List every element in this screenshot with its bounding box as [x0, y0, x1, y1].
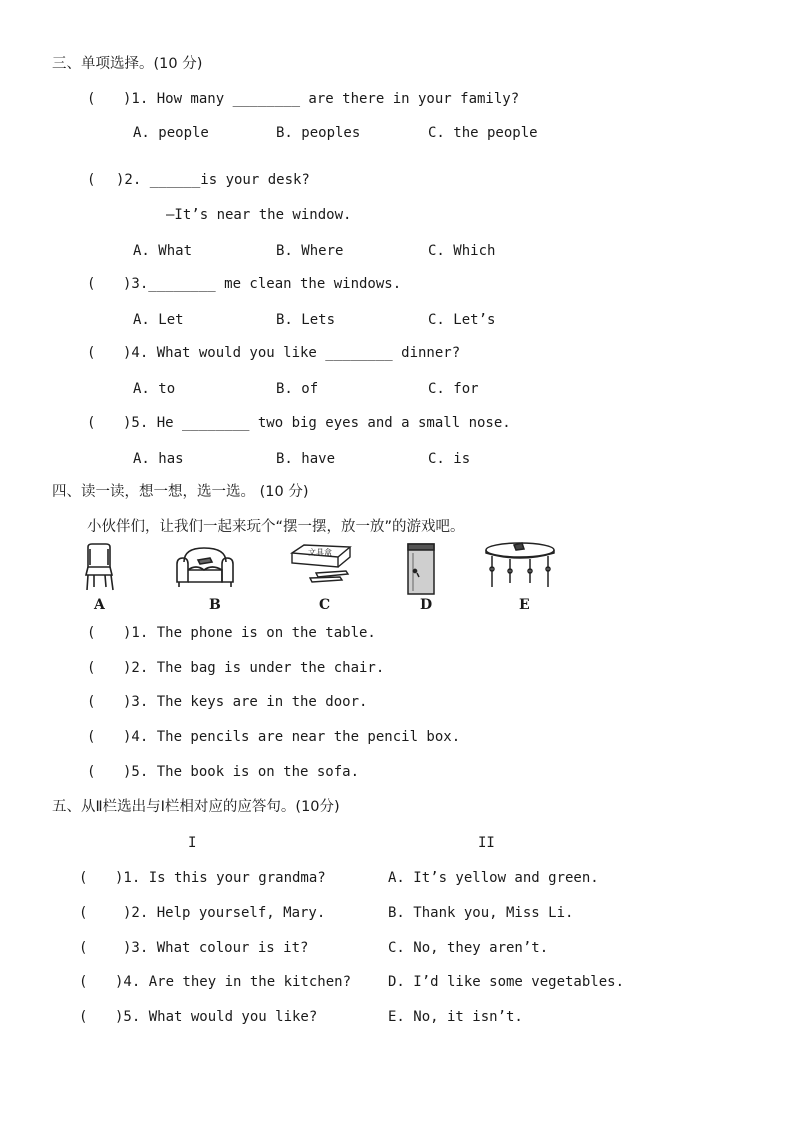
option-c: C. is [428, 451, 471, 467]
option-a: A. has [133, 451, 184, 467]
option-c: C. Let’s [428, 312, 496, 328]
statement: )2. The bag is under the chair. [123, 660, 385, 676]
answer-bracket[interactable]: ( [79, 940, 88, 956]
answer-bracket[interactable]: ( [87, 172, 96, 188]
door-icon [406, 543, 436, 595]
question-reply: —It’s near the window. [166, 207, 352, 223]
prompt-item: )1. Is this your grandma? [115, 870, 326, 886]
section5-heading: 五、从Ⅱ栏选出与Ⅰ栏相对应的应答句。(10分) [52, 799, 340, 815]
option-c: C. the people [428, 125, 538, 141]
response-item: A. It’s yellow and green. [388, 870, 599, 886]
prompt-item: )4. Are they in the kitchen? [115, 974, 352, 990]
column-header-i: I [188, 835, 197, 851]
answer-bracket[interactable]: ( [87, 91, 96, 107]
prompt-item: )5. What would you like? [115, 1009, 318, 1025]
picture-label: A [94, 597, 105, 613]
option-c: C. Which [428, 243, 496, 259]
response-item: C. No, they aren’t. [388, 940, 549, 956]
option-b: B. have [276, 451, 336, 467]
chair-icon [82, 543, 118, 593]
statement: )3. The keys are in the door. [123, 694, 368, 710]
section3-heading: 三、单项选择。(10 分) [52, 56, 203, 72]
option-a: A. to [133, 381, 176, 397]
prompt-item: )2. Help yourself, Mary. [123, 905, 326, 921]
option-a: A. people [133, 125, 209, 141]
answer-bracket[interactable]: ( [87, 729, 96, 745]
prompt-item: )3. What colour is it? [123, 940, 309, 956]
response-item: E. No, it isn’t. [388, 1009, 523, 1025]
response-item: B. Thank you, Miss Li. [388, 905, 574, 921]
pencil-box-text: 文具盒 [308, 548, 332, 557]
option-a: A. Let [133, 312, 184, 328]
question-stem: )1. How many ________ are there in your family? [123, 91, 520, 107]
statement: )4. The pencils are near the pencil box. [123, 729, 461, 745]
picture-label: C [319, 597, 331, 613]
sofa-icon [174, 544, 236, 590]
answer-bracket[interactable]: ( [87, 415, 96, 431]
picture-label: E [519, 597, 530, 613]
statement: )1. The phone is on the table. [123, 625, 376, 641]
question-stem: )3.________ me clean the windows. [123, 276, 402, 292]
answer-bracket[interactable]: ( [79, 974, 88, 990]
option-a: A. What [133, 243, 193, 259]
option-b: B. Lets [276, 312, 336, 328]
answer-bracket[interactable]: ( [87, 660, 96, 676]
section4-heading: 四、读一读，想一想，选一选。 (10 分) [52, 484, 309, 500]
option-b: B. of [276, 381, 319, 397]
option-b: B. peoples [276, 125, 361, 141]
question-stem: )5. He ________ two big eyes and a small nose. [123, 415, 511, 431]
answer-bracket[interactable]: ( [87, 625, 96, 641]
answer-bracket[interactable]: ( [87, 345, 96, 361]
picture-label: B [209, 597, 221, 613]
picture-label: D [420, 597, 433, 613]
statement: )5. The book is on the sofa. [123, 764, 360, 780]
answer-bracket[interactable]: ( [79, 870, 88, 886]
option-b: B. Where [276, 243, 344, 259]
answer-bracket[interactable]: ( [79, 905, 88, 921]
column-header-ii: II [478, 835, 495, 851]
answer-bracket[interactable]: ( [79, 1009, 88, 1025]
response-item: D. I’d like some vegetables. [388, 974, 625, 990]
section4-intro: 小伙伴们，让我们一起来玩个“摆一摆，放一放”的游戏吧。 [87, 519, 465, 535]
question-stem: )2. ______is your desk? [116, 172, 310, 188]
answer-bracket[interactable]: ( [87, 276, 96, 292]
option-c: C. for [428, 381, 479, 397]
answer-bracket[interactable]: ( [87, 764, 96, 780]
table-icon [484, 541, 556, 593]
question-stem: )4. What would you like ________ dinner? [123, 345, 461, 361]
pencil-box-icon [290, 543, 352, 587]
answer-bracket[interactable]: ( [87, 694, 96, 710]
